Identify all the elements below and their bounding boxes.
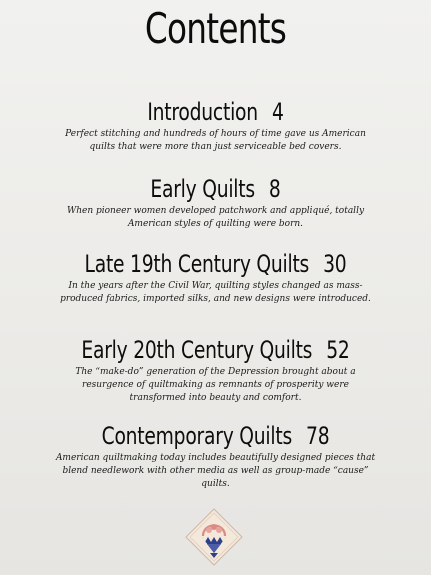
toc-entry-heading <box>79 250 353 278</box>
toc-entry-description: The “make-do” generation of the Depression brought about a resurgence of quiltmaking as remnants of prosperity were transformed into beauty and comfort. <box>75 367 356 403</box>
toc-entry-description: American quiltmaking today includes beautifully designed pieces that blend needlework with other media as well as group-made “cause” quilts. <box>55 453 376 489</box>
toc-entry-page-number: 78 <box>306 422 330 450</box>
page-title: Contents <box>144 4 287 53</box>
toc-entry-early-quilts[interactable] <box>40 175 391 231</box>
toc-entry-title: Introduction <box>147 98 258 126</box>
toc-entry-page-number: 30 <box>323 250 347 278</box>
toc-entry-title: Early 20th Century Quilts <box>81 336 313 364</box>
toc-entry-heading <box>79 336 353 364</box>
toc-entry-page-number: 52 <box>326 336 350 364</box>
toc-entry-page-number: 8 <box>268 175 281 203</box>
toc-entry-early-20th-century-quilts[interactable] <box>40 336 391 405</box>
basket-quilt-block-icon <box>185 508 243 566</box>
toc-entry-description: Perfect stitching and hundreds of hours of time gave us American quilts that were more than just serviceable bed covers. <box>65 129 366 152</box>
toc-entry-heading <box>79 422 353 450</box>
toc-entry-title: Late 19th Century Quilts <box>84 250 310 278</box>
toc-entry-heading <box>79 98 353 126</box>
toc-entry-description: In the years after the Civil War, quilting styles changed as mass-produced fabrics, imported silks, and new designs were introduced. <box>60 281 371 304</box>
toc-entry-introduction[interactable] <box>40 98 391 154</box>
toc-entry-page-number: 4 <box>271 98 284 126</box>
toc-entry-title: Early Quilts <box>150 175 255 203</box>
toc-entry-description: When pioneer women developed patchwork and appliqué, totally American styles of quilting were born. <box>66 206 365 229</box>
toc-entry-contemporary-quilts[interactable] <box>40 422 391 491</box>
toc-entry-title: Contemporary Quilts <box>101 422 292 450</box>
toc-entry-heading <box>79 175 353 203</box>
toc-entry-late-19th-century-quilts[interactable] <box>40 250 391 306</box>
